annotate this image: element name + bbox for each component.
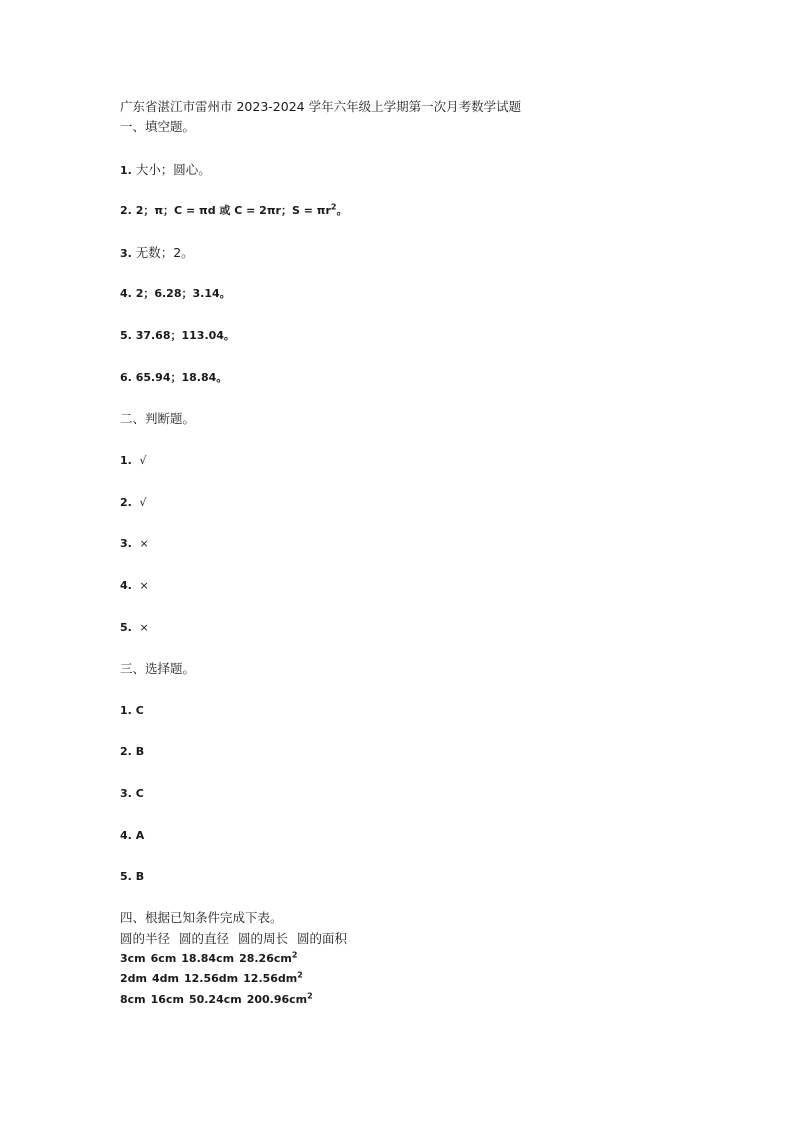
judge-answer-1: 1. √ (120, 454, 147, 467)
table-row: 3cm 6cm 18.84cm $28.26cm^2$ (120, 950, 298, 965)
section-2-heading: 二、判断题。 (120, 411, 196, 426)
section-4-heading: 四、根据已知条件完成下表。 (120, 910, 283, 925)
judge-answer-3: 3. × (120, 537, 149, 550)
choice-answer-4: 4. A (120, 829, 145, 842)
choice-answer-5: 5. B (120, 870, 145, 883)
fill-answer-2: 2. 2；π；C = πd 或 C = 2πr；$S = \pi r^2$。 (120, 202, 348, 217)
judge-answer-2: 2. √ (120, 496, 147, 509)
header-area: 圆的面积 (297, 931, 348, 946)
fill-answer-5: 5. 37.68；113.04。 (120, 329, 235, 342)
fill-answer-3: 3. 无数；2。 (120, 245, 194, 260)
table-row: 8cm 16cm 50.24cm $200.96cm^2$ (120, 991, 313, 1006)
choice-answer-3: 3. C (120, 787, 144, 800)
header-radius: 圆的半径 (120, 931, 171, 946)
fill-answer-4: 4. 2；6.28；3.14。 (120, 287, 231, 300)
judge-answer-5: 5. × (120, 621, 149, 634)
choice-answer-2: 2. B (120, 745, 145, 758)
choice-answer-1: 1. C (120, 704, 144, 717)
section-1-heading: 一、填空题。 (120, 119, 196, 134)
table-header-row (120, 930, 352, 948)
header-circumference: 圆的周长 (238, 931, 289, 946)
section-3-heading: 三、选择题。 (120, 661, 196, 676)
judge-answer-4: 4. × (120, 579, 149, 592)
document-title: 广东省湛江市雷州市 2023-2024 学年六年级上学期第一次月考数学试题 (120, 99, 522, 114)
header-diameter: 圆的直径 (179, 931, 230, 946)
fill-answer-6: 6. 65.94；18.84。 (120, 371, 228, 384)
fill-answer-1: 1. 大小；圆心。 (120, 162, 211, 177)
table-row: 2dm 4dm 12.56dm $12.56dm^2$ (120, 970, 303, 985)
